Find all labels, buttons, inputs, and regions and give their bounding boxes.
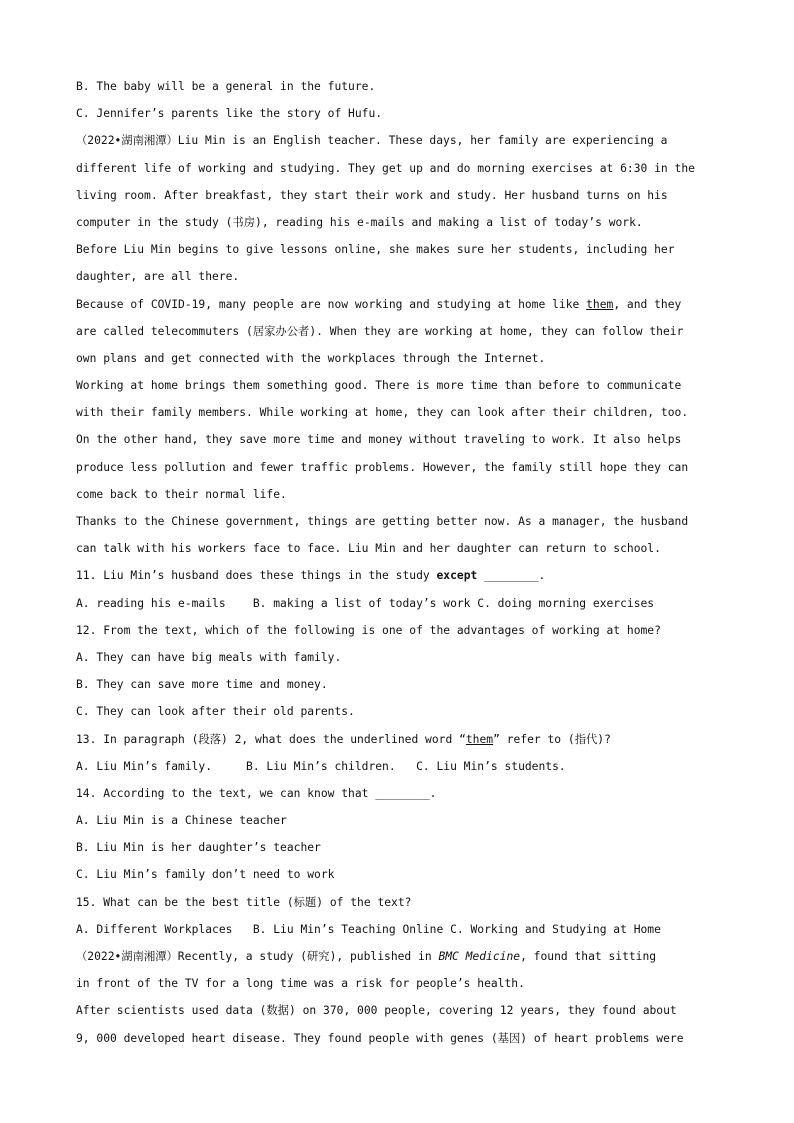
text-line [76,426,716,453]
bold-word: except [436,569,478,583]
text-line [76,481,716,508]
text-line [76,372,716,399]
text-line [76,590,716,617]
line-text: ________. [477,569,546,583]
text-line [76,236,716,263]
line-text: B. Liu Min is her daughter’s teacher [76,841,321,855]
line-text: C. Liu Min’s family don’t need to work [76,868,335,882]
line-text: own plans and get connected with the workplaces through the Internet. [76,351,546,365]
line-text: Thanks to the Chinese government, things are getting better now. As a manager, the husband [76,515,689,528]
line-text: produce less pollution and fewer traffic problems. However, the family still hope they can [76,460,689,474]
text-line [76,780,716,807]
text-line [76,1025,716,1052]
text-line [76,318,716,345]
line-text: Because of COVID-19, many people are now working and studying at home like [76,297,587,311]
line-text: 9, 000 developed heart disease. They found people with genes (基因) of heart problems were [76,1031,684,1045]
line-text: C. They can look after their old parents. [76,705,355,719]
text-line [76,807,716,834]
text-line [76,100,716,127]
line-text: （2022•湖南湘潭）Recently, a study (研究), published in [76,950,439,963]
line-text: daughter, are all there. [76,270,240,284]
text-line [76,889,716,916]
line-text: B. The baby will be a general in the future. [76,80,376,93]
line-text: A. They can have big meals with family. [76,650,342,664]
underlined-word: them [465,732,494,746]
text-line [76,726,716,753]
line-text: 12. From the text, which of the following is one of the advantages of working at home? [76,623,661,637]
italic-title: BMC Medicine [438,950,521,963]
text-line [76,399,716,426]
text-line [76,644,716,671]
text-line [76,73,716,100]
text-line [76,970,716,997]
line-text: A. reading his e-mails B. making a list of today’s work C. doing morning exercises [76,596,655,610]
text-line [76,291,716,318]
text-line [76,617,716,644]
text-line [76,263,716,290]
line-text: A. Liu Min’s family. B. Liu Min’s children. C. Liu Min’s students. [76,759,566,773]
text-line [76,698,716,725]
line-text: come back to their normal life. [76,487,287,501]
line-text: After scientists used data (数据) on 370, 000 people, covering 12 years, they found about [76,1004,677,1018]
text-line [76,209,716,236]
line-text: 14. According to the text, we can know that ________. [76,786,437,800]
text-line [76,916,716,943]
text-line [76,345,716,372]
line-text: B. They can save more time and money. [76,678,328,692]
line-text: , and they [613,297,682,311]
text-line [76,155,716,182]
line-text: ” refer to (指代)? [493,732,611,746]
text-line [76,508,716,535]
line-text: 11. Liu Min’s husband does these things in the study [76,569,437,583]
passage-text [76,73,716,1052]
line-text: with their family members. While working at home, they can look after their children, too. [76,406,689,420]
underlined-word: them [586,297,614,311]
text-line [76,182,716,209]
line-text: different life of working and studying. They get up and do morning exercises at 6:30 in the [76,161,695,175]
line-text: 15. What can be the best title (标题) of the text? [76,895,412,909]
line-text: are called telecommuters (居家办公者). When they are working at home, they can follow their [76,324,684,338]
text-line [76,127,716,154]
text-line [76,943,716,970]
line-text: can talk with his workers face to face. Liu Min and her daughter can return to school. [76,542,661,556]
text-line [76,562,716,589]
line-text: Working at home brings them something good. There is more time than before to communicate [76,379,682,393]
line-text: A. Different Workplaces B. Liu Min’s Teaching Online C. Working and Studying at Home [76,922,661,936]
line-text: computer in the study (书房), reading his e-mails and making a list of today’s work. [76,215,643,229]
line-text: 13. In paragraph (段落) 2, what does the underlined word “ [76,732,466,746]
line-text: , found that sitting [520,950,657,963]
text-line [76,753,716,780]
line-text: in front of the TV for a long time was a risk for people’s health. [76,977,525,991]
line-text: C. Jennifer’s parents like the story of Hufu. [76,107,383,121]
text-line [76,834,716,861]
line-text: （2022•湖南湘潭）Liu Min is an English teacher. These days, her family are experiencing a [76,134,668,148]
line-text: On the other hand, they save more time and money without traveling to work. It also helps [76,433,682,447]
line-text: A. Liu Min is a Chinese teacher [76,814,287,828]
text-line [76,535,716,562]
line-text: Before Liu Min begins to give lessons online, she makes sure her students, including her [76,243,675,257]
text-line [76,997,716,1024]
text-line [76,861,716,888]
text-line [76,671,716,698]
text-line [76,454,716,481]
line-text: living room. After breakfast, they start their work and study. Her husband turns on his [76,188,668,202]
